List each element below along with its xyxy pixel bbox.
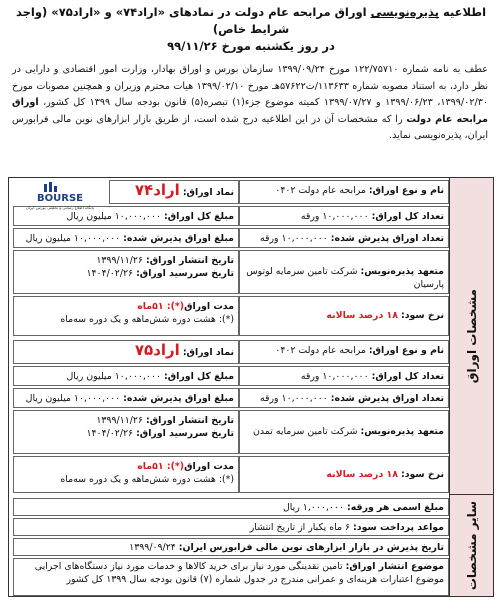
section-label-text: مشخصات اوراق — [464, 288, 479, 384]
bond2-duration-value: (*): ۵۱ماه — [137, 461, 185, 472]
bond1-issue-label: تاریخ انتشار اوراق: — [145, 255, 234, 266]
purpose-label: موضوع انتشار اوراق: — [345, 561, 444, 572]
nominal-value: ۱,۰۰۰,۰۰۰ ریال — [283, 502, 345, 513]
intro-paragraph — [12, 62, 488, 145]
logo-wordmark: BOURSE — [37, 193, 83, 204]
bond1-underwriter-cell — [239, 250, 449, 294]
bond1-maturity-value: ۱۴۰۴/۰۲/۲۶ — [86, 268, 134, 279]
bond2-count-label: تعداد کل اوراق: — [371, 371, 444, 382]
bond2-name-label: نام و نوع اوراق: — [368, 345, 444, 356]
bond2-duration-label: مدت اوراق — [184, 461, 234, 472]
bond1-count-cell — [239, 206, 449, 226]
bond1-sub-total-label: مبلغ اوراق پذیرش شده: — [123, 233, 234, 244]
bond1-symbol-value: اراد۷۴ — [134, 181, 180, 199]
bond2-count-cell — [239, 366, 449, 386]
section-label-bond-specs — [449, 178, 493, 495]
bond1-rate-value: ۱۸ درصد سالانه — [326, 310, 398, 321]
payment-value: ۶ ماه یکبار از تاریخ انتشار — [249, 522, 351, 533]
bond2-sub-count-label: تعداد اوراق پذیرش شده: — [330, 393, 444, 404]
bond1-maturity-label: تاریخ سررسید اوراق: — [136, 268, 234, 279]
bond2-underwriter-cell — [239, 410, 449, 454]
bond1-rate-cell — [239, 296, 449, 336]
bond2-sub-count-value: ۱۰,۰۰۰,۰۰۰ ورقه — [260, 393, 328, 404]
bond1-name-cell — [239, 180, 449, 204]
bond1-sub-total-cell — [13, 228, 239, 248]
issue-purpose-cell — [13, 558, 449, 596]
bond1-underwriter-label: متعهد پذیره‌نویس: — [360, 266, 444, 277]
bond2-duration-note: (*): هشت دوره شش‌ماهه و یک دوره سه‌ماه — [60, 474, 234, 485]
bond1-duration-label: مدت اوراق — [184, 301, 234, 312]
bond2-rate-cell — [239, 456, 449, 493]
bourse-logo-icon — [14, 181, 106, 211]
bond1-dates-cell — [13, 250, 239, 294]
bond1-count-label: تعداد کل اوراق: — [371, 211, 444, 222]
bond1-sub-count-value: ۱۰,۰۰۰,۰۰۰ ورقه — [260, 233, 328, 244]
bond2-underwriter-label: متعهد پذیره‌نویس: — [360, 426, 444, 437]
listing-value: ۱۳۹۹/۰۹/۲۴ — [129, 542, 176, 553]
payment-label: مواعد پرداخت سود: — [353, 522, 444, 533]
payment-schedule-cell — [13, 518, 449, 536]
announcement-title — [6, 4, 496, 55]
purpose-value: تامین نقدینگی مورد نیاز برای خرید کالاها و خدمات مورد نیاز دستگاه‌های اجرایی موضوع اعتبارات هزینه‌ای و عمرانی مندرج در جدول شماره (۷) قانون بودجه سال ۱۳۹۹ کل کشور — [34, 561, 444, 585]
title-part-underlined: پذیره‌نویسی — [370, 5, 439, 19]
bond1-total-value: ۱۰,۰۰۰,۰۰۰ میلیون ریال — [66, 211, 162, 222]
bond2-symbol-value: اراد۷۵ — [134, 341, 180, 359]
bond1-name-value: مرابحه عام دولت ۰۴۰۲ — [275, 185, 366, 196]
intro-text-end: را که مشخصات آن در این اطلاعیه درج شده است، از طریق بازار ابزارهای نوین مالی فرابورس ایران، پذیره‌نویسی نماید. — [12, 113, 488, 142]
bond1-issue-value: ۱۳۹۹/۱۱/۲۶ — [96, 255, 143, 266]
bond2-rate-label: نرخ سود: — [400, 469, 444, 480]
bond2-issue-value: ۱۳۹۹/۱۱/۲۶ — [96, 415, 143, 426]
section-label-other-specs — [449, 495, 493, 596]
title-date: در روز یکشنبه مورخ ۹۹/۱۱/۲۶ — [167, 39, 335, 53]
bond1-count-value: ۱۰,۰۰۰,۰۰۰ ورقه — [300, 211, 369, 222]
bond1-symbol-cell — [109, 180, 239, 204]
bond1-symbol-label: نماد اوراق: — [182, 187, 234, 198]
bond2-duration-cell — [13, 456, 239, 493]
listing-label: تاریخ پذیرش در بازار ابزارهای نوین مالی فرابورس ایران: — [178, 542, 444, 553]
bond2-maturity-label: تاریخ سررسید اوراق: — [136, 428, 234, 439]
bond2-dates-cell — [13, 410, 239, 454]
bond2-symbol-label: نماد اوراق: — [182, 347, 234, 358]
bond2-sub-total-value: ۱۰,۰۰۰,۰۰۰ میلیون ریال — [25, 393, 121, 404]
title-part-2: اوراق مرابحه عام دولت در نمادهای «اراد۷۴» و «اراد۷۵» (واجد شرایط خاص) — [15, 5, 367, 36]
bond2-rate-value: ۱۸ درصد سالانه — [326, 469, 398, 480]
bond2-underwriter-value: شرکت تامین سرمایه تمدن — [253, 426, 358, 437]
title-part-1: اطلاعیه — [442, 5, 487, 19]
bond1-underwriter-value: شرکت تامین سرمایه لوتوس پارسیان — [246, 266, 444, 290]
logo-subtitle: پایگاه اطلاع رسانی و تحلیلی بورس ایران — [26, 205, 94, 210]
bond2-sub-total-cell — [13, 388, 239, 408]
bourse-logo — [14, 181, 106, 211]
bond2-total-value: ۱۰,۰۰۰,۰۰۰ میلیون ریال — [66, 371, 162, 382]
bond2-symbol-cell — [13, 340, 239, 364]
bond1-total-label: مبلغ کل اوراق: — [164, 211, 234, 222]
bond1-sub-total-value: ۱۰,۰۰۰,۰۰۰ میلیون ریال — [25, 233, 121, 244]
bond1-duration-note: (*): هشت دوره شش‌ماهه و یک دوره سه‌ماه — [60, 314, 234, 325]
intro-bold-text: اوراق مرابحه عام دولت — [12, 97, 488, 125]
bond1-name-label: نام و نوع اوراق: — [368, 185, 444, 196]
bond2-issue-label: تاریخ انتشار اوراق: — [145, 415, 234, 426]
intro-text: عطف به نامه شماره ۱۲۲/۷۵۷۱۰ مورخ ۱۳۹۹/۰۹/۲۴ سازمان بورس و اوراق بهادار، وزارت امور اقتصادی و دارایی در نظر دارد، به استناد مصوبه شماره ۱۱۳۶۳۳/ت۵۷۶۲۲هـ مورخ ۱۳۹۹/۰۲/۱۰ هیات محترم وزیران و همچنین مصوبات مورخ ۱۳۹۹/۰۲/۳۰، ۱۳۹۹/۰۶/۲۳ و ۱۳۹۹/۰۷/۲۷ کمیته موضوع جزء(۱) تبصره(۵) قانون بودجه سال ۱۳۹۹ کل کشور، — [12, 64, 489, 109]
bond2-count-value: ۱۰,۰۰۰,۰۰۰ ورقه — [300, 371, 369, 382]
bond1-sub-count-label: تعداد اوراق پذیرش شده: — [330, 233, 444, 244]
bond2-name-value: مرابحه عام دولت ۰۴۰۲ — [275, 345, 366, 356]
bond2-maturity-value: ۱۴۰۴/۰۲/۲۶ — [86, 428, 134, 439]
listing-date-cell — [13, 538, 449, 556]
bond2-total-label: مبلغ کل اوراق: — [164, 371, 234, 382]
section-label-text: سایر مشخصات — [464, 500, 479, 591]
bond2-sub-total-label: مبلغ اوراق پذیرش شده: — [123, 393, 234, 404]
bond-details-table — [8, 177, 494, 597]
bond2-sub-count-cell — [239, 388, 449, 408]
bond1-sub-count-cell — [239, 228, 449, 248]
nominal-label: مبلغ اسمی هر ورقه: — [347, 502, 444, 513]
bond2-name-cell — [239, 340, 449, 364]
bond1-rate-label: نرخ سود: — [400, 310, 444, 321]
bond1-duration-value: (*): ۵۱ماه — [137, 301, 185, 312]
bond1-duration-cell — [13, 296, 239, 336]
bond2-total-cell — [13, 366, 239, 386]
nominal-value-cell — [13, 498, 449, 516]
